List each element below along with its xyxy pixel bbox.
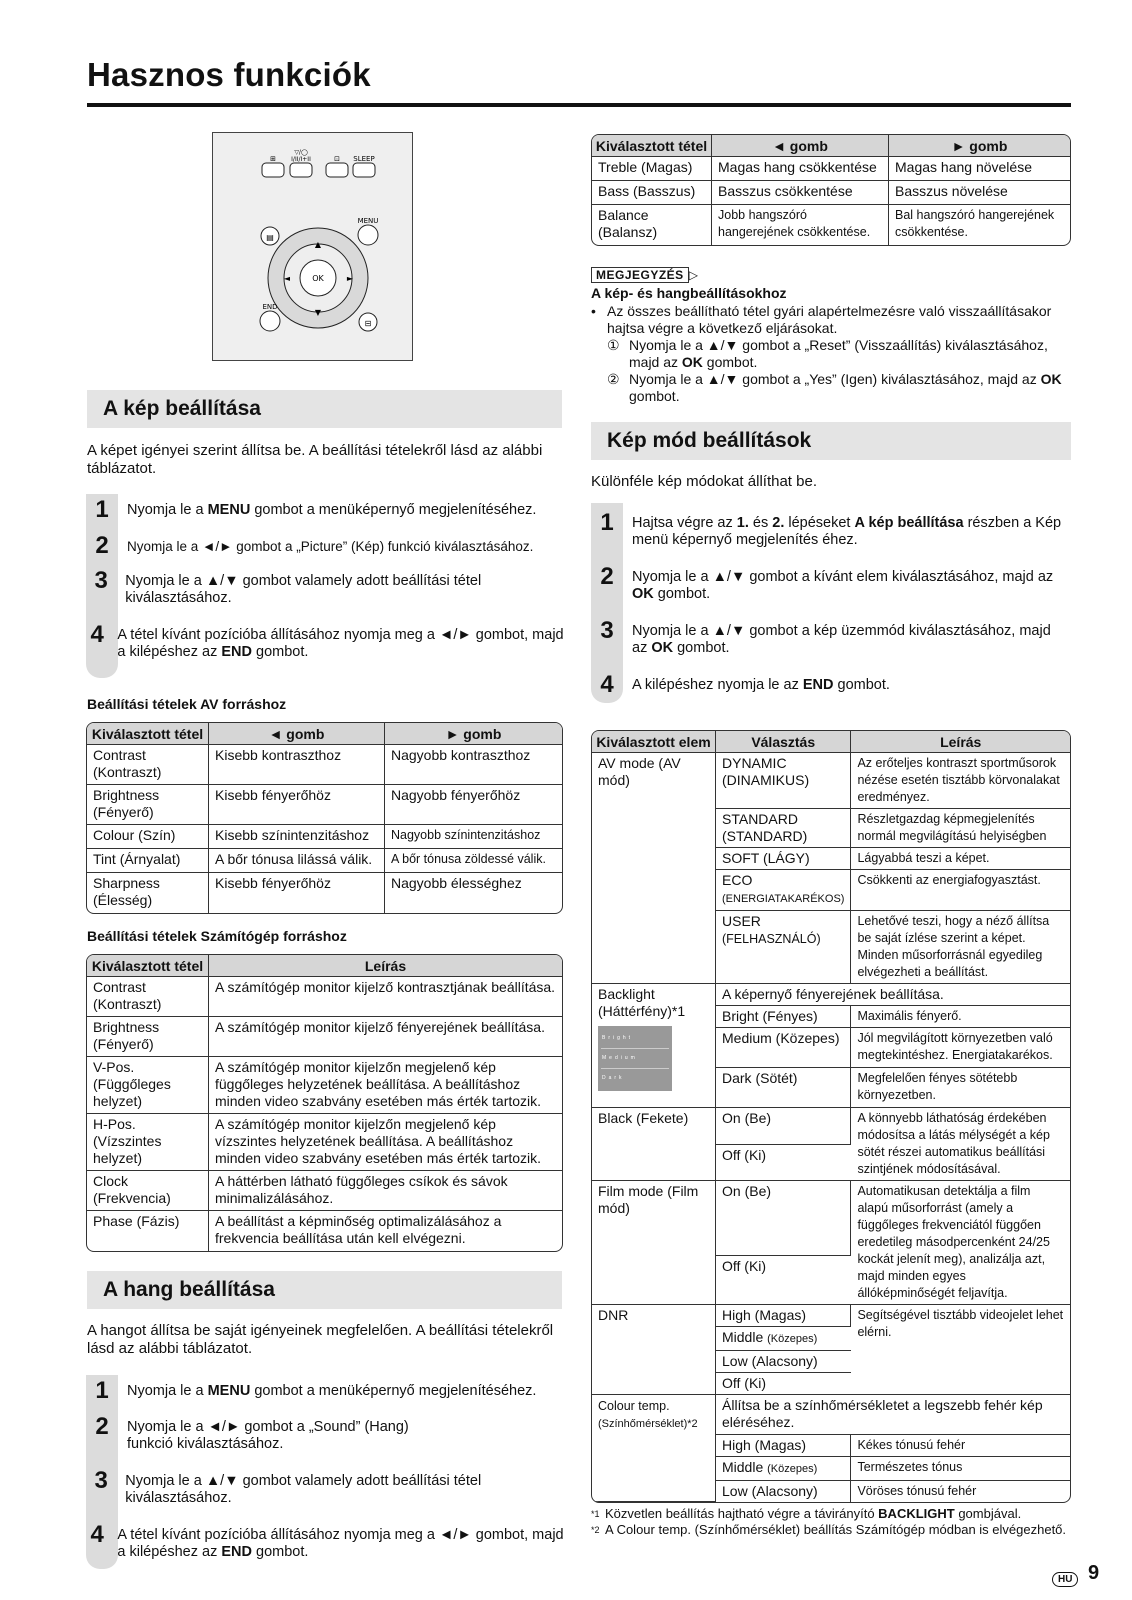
svg-text:▲: ▲ xyxy=(314,240,322,249)
footnote-1: *1 Közvetlen beállítás hajtható végre a távirányító BACKLIGHT gombjával. xyxy=(591,1506,1022,1521)
table-row: SOFT (LÁGY) Lágyabbá teszi a képet. xyxy=(592,848,1070,870)
table-row: Contrast (Kontraszt) A számítógép monitor kijelző kontrasztjának beállítása. xyxy=(87,977,562,1017)
note-body: • Az összes beállítható tétel gyári alapértelmezésre való visszaállításakor hajtsa végre a következő eljárásokat. ① Nyomja le a ▲/▼ gombot a „Reset” (Visszaállítás) kiválasztásához, majd az OK gombot. ② Nyomja le a ▲/▼ gombot a „Yes” (Igen) kiválasztásához, majd az OK gombot. xyxy=(591,303,1062,404)
sound-section-heading: A hang beállítása xyxy=(87,1271,562,1309)
picmode-step-2: 2 Nyomja le a ▲/▼ gombot a kívánt elem kiválasztásához, majd az OK gombot. xyxy=(600,563,1054,602)
svg-text:⊡: ⊡ xyxy=(334,155,340,163)
table-row: Medium (Közepes) Jól megvilágított környezetben való megtekintéshez. Energiatakarékos. xyxy=(592,1028,1070,1068)
pc-settings-table xyxy=(86,954,563,1252)
footnotes xyxy=(591,1506,1071,1538)
language-badge: HU xyxy=(1052,1569,1078,1585)
table-row: Phase (Fázis) A beállítást a képminőség optimalizálásához a frekvencia beállítása után kell elvégezni. xyxy=(87,1211,562,1251)
picture-step-1: 1 Nyomja le a MENU gombot a menüképernyő megjelenítéséhez. xyxy=(95,496,537,523)
footnote-2: *2 A Colour temp. (Színhőmérséklet) beállítás Számítógép módban is elvégezhető. xyxy=(591,1522,1067,1537)
table-row: Colour (Szín) Kisebb színintenzitáshoz Nagyobb színintenzitáshoz xyxy=(87,825,562,849)
picmode-section-heading: Kép mód beállítások xyxy=(591,422,1071,460)
table-row: Dark (Sötét) Megfelelően fényes sötétebb környezetben. xyxy=(592,1068,1070,1108)
svg-text:▼: ▼ xyxy=(314,308,322,317)
sound-step-1: 1 Nyomja le a MENU gombot a menüképernyő megjelenítéséhez. xyxy=(95,1377,537,1404)
av-settings-table xyxy=(86,722,563,914)
table-row: Colour temp. (Színhőmérséklet)*2 Állítsa be a színhőmérsékletet a legszebb fehér kép eléréséhez. xyxy=(592,1395,1070,1435)
table-row: Middle (Közepes) xyxy=(592,1327,1070,1351)
table-row: Off (Ki) xyxy=(592,1145,1070,1182)
sound-intro: A hangot állítsa be saját igényeinek megfelelően. A beállítási tételekről lásd az alábbi táblázatot. xyxy=(87,1322,554,1357)
svg-text:◄: ◄ xyxy=(283,274,291,283)
table-row: Middle (Közepes) Természetes tónus xyxy=(592,1457,1070,1481)
table-row: Tint (Árnyalat) A bőr tónusa lilássá válik. A bőr tónusa zöldessé válik. xyxy=(87,849,562,873)
picture-mode-table xyxy=(591,730,1071,1503)
svg-text:SLEEP: SLEEP xyxy=(353,155,375,163)
svg-text:⊟: ⊟ xyxy=(364,319,372,328)
picmode-intro: Különféle kép módokat állíthat be. xyxy=(591,473,817,490)
table-row: Bright (Fényes) Maximális fényerő. xyxy=(592,1006,1070,1028)
table-row: H-Pos. (Vízszintes helyzet) A számítógép monitor kijelzőn megjelenő kép vízszintes helyzetének beállítása. A beállításhoz minden video szabvány esetében más érték tartozik. xyxy=(87,1114,562,1171)
backlight-thumbnail: Bright Medium Dark xyxy=(598,1026,672,1091)
table-row: Sharpness (Élesség) Kisebb fényerőhöz Nagyobb élességhez xyxy=(87,873,562,913)
picture-step-2: 2 Nyomja le a ◄/► gombot a „Picture” (Kép) funkció kiválasztásához. xyxy=(95,532,534,559)
picmode-step-1: 1 Hajtsa végre az 1. és 2. lépéseket A kép beállítása részben a Kép menü képernyő megjelenítés éhez. xyxy=(600,509,1062,548)
table-row: Brightness (Fényerő) A számítógép monitor kijelző fényerejének beállítása. xyxy=(87,1017,562,1057)
table-row: STANDARD (STANDARD) Részletgazdag képmegjelenítés normál megvilágítású helyiségben xyxy=(592,809,1070,848)
table-row: AV mode (AV mód) DYNAMIC (DINAMIKUS) Az erőteljes kontraszt sportműsorok nézése esetén tisztább körvonalakat eredményez. xyxy=(592,753,1070,809)
svg-text:⊞: ⊞ xyxy=(270,155,276,163)
table-row: Brightness (Fényerő) Kisebb fényerőhöz Nagyobb fényerőhöz xyxy=(87,785,562,825)
table-row: V-Pos. (Függőleges helyzet) A számítógép monitor kijelzőn megjelenő kép függőleges helyzetének beállítása. A beállításhoz minden video szabvány esetében más érték tartozik. xyxy=(87,1057,562,1114)
table-row: Low (Alacsony) Vöröses tónusú fehér xyxy=(592,1481,1070,1502)
svg-text:▽/◯: ▽/◯ xyxy=(294,149,308,156)
table-row: Black (Fekete) On (Be) A könnyebb láthatóság érdekében módosítsa a látás mélységét a kép sötét részei automatikus beállítási szintjének módosításával. xyxy=(592,1108,1070,1145)
table-row: Low (Alacsony) xyxy=(592,1351,1070,1373)
picture-step-3: 3 Nyomja le a ▲/▼ gombot valamely adott beállítási tétel kiválasztásához. xyxy=(94,567,482,606)
remote-drawing xyxy=(213,133,414,362)
picture-section-heading: A kép beállítása xyxy=(87,390,562,428)
table-row: Balance (Balansz) Jobb hangszóró hangerejének csökkentése. Bal hangszóró hangerejének csökkentése. xyxy=(592,205,1070,245)
page-number: 9 xyxy=(1088,1562,1100,1584)
table-row: Bass (Basszus) Basszus csökkentése Basszus növelése xyxy=(592,181,1070,205)
svg-text:MENU: MENU xyxy=(357,217,379,225)
sound-settings-table xyxy=(591,134,1071,246)
note-title: A kép- és hangbeállításokhoz xyxy=(591,285,787,301)
pc-table-caption: Beállítási tételek Számítógép forráshoz xyxy=(87,928,347,944)
svg-text:I/II/I+II: I/II/I+II xyxy=(291,156,311,163)
title-rule xyxy=(87,103,1071,107)
table-row: Off (Ki) xyxy=(592,1256,1070,1305)
picmode-step-4: 4 A kilépéshez nyomja le az END gombot. xyxy=(600,671,890,698)
table-row: Off (Ki) xyxy=(592,1373,1070,1395)
picture-intro: A képet igényei szerint állítsa be. A beállítási tételekről lásd az alábbi táblázatot. xyxy=(87,442,543,477)
table-row: Clock (Frekvencia) A háttérben látható függőleges csíkok és sávok minimalizálásához. xyxy=(87,1171,562,1211)
svg-text:►: ► xyxy=(346,274,354,283)
table-row: Film mode (Film mód) On (Be) Automatikusan detektálja a film alapú műsorforrást (amely a függőleges frekvenciától függően eredetileg másodpercenként 24/25 kockát jelenít meg), analizálja azt, majd minden egyes állóképminőségét feljavítja. xyxy=(592,1181,1070,1256)
svg-text:OK: OK xyxy=(312,274,324,283)
picmode-step-3: 3 Nyomja le a ▲/▼ gombot a kép üzemmód kiválasztásához, majd az OK gombot. xyxy=(600,617,1051,656)
page-title: Hasznos funkciók xyxy=(87,56,371,93)
remote-illustration xyxy=(212,132,413,361)
svg-text:END: END xyxy=(262,303,278,311)
table-row: Backlight (Háttérfény)*1 Bright Medium Dark A képernyő fényerejének beállítása. xyxy=(592,984,1070,1006)
sound-step-4: 4 A tétel kívánt pozícióba állításához nyomja meg a ◄/► gombot, majd a kilépéshez az END gombot. xyxy=(90,1521,564,1560)
note-label: MEGJEGYZÉS ▷ xyxy=(591,266,698,282)
table-row: High (Magas) Kékes tónusú fehér xyxy=(592,1435,1070,1457)
table-row: USER (FELHASZNÁLÓ) Lehetővé teszi, hogy a néző állítsa be saját ízlése szerint a képet. Minden műsorforrásnál egyedileg elvégezheti a beállítást. xyxy=(592,911,1070,984)
picture-step-4: 4 A tétel kívánt pozícióba állításához nyomja meg a ◄/► gombot, majd a kilépéshez az END gombot. xyxy=(90,621,564,660)
av-table-caption: Beállítási tételek AV forráshoz xyxy=(87,696,287,712)
table-row: ECO (ENERGIATAKARÉKOS) Csökkenti az energiafogyasztást. xyxy=(592,870,1070,911)
sound-step-2: 2 Nyomja le a ◄/► gombot a „Sound” (Hang) funkció kiválasztásához. xyxy=(95,1413,409,1452)
svg-text:▤: ▤ xyxy=(266,233,274,242)
table-row: Treble (Magas) Magas hang csökkentése Magas hang növelése xyxy=(592,157,1070,181)
table-header-row: Kiválasztott tétel ◄ gomb ► gomb xyxy=(87,723,562,745)
table-header-row: Kiválasztott tétel ◄ gomb ► gomb xyxy=(592,135,1070,157)
table-row: Contrast (Kontraszt) Kisebb kontraszthoz Nagyobb kontraszthoz xyxy=(87,745,562,785)
table-row: DNR High (Magas) Segítségével tisztább videojelet lehet elérni. xyxy=(592,1305,1070,1327)
sound-step-3: 3 Nyomja le a ▲/▼ gombot valamely adott beállítási tétel kiválasztásához. xyxy=(94,1467,482,1506)
table-header-row: Kiválasztott tétel Leírás xyxy=(87,955,562,977)
table-header-row: Kiválasztott elem Választás Leírás xyxy=(592,731,1070,753)
